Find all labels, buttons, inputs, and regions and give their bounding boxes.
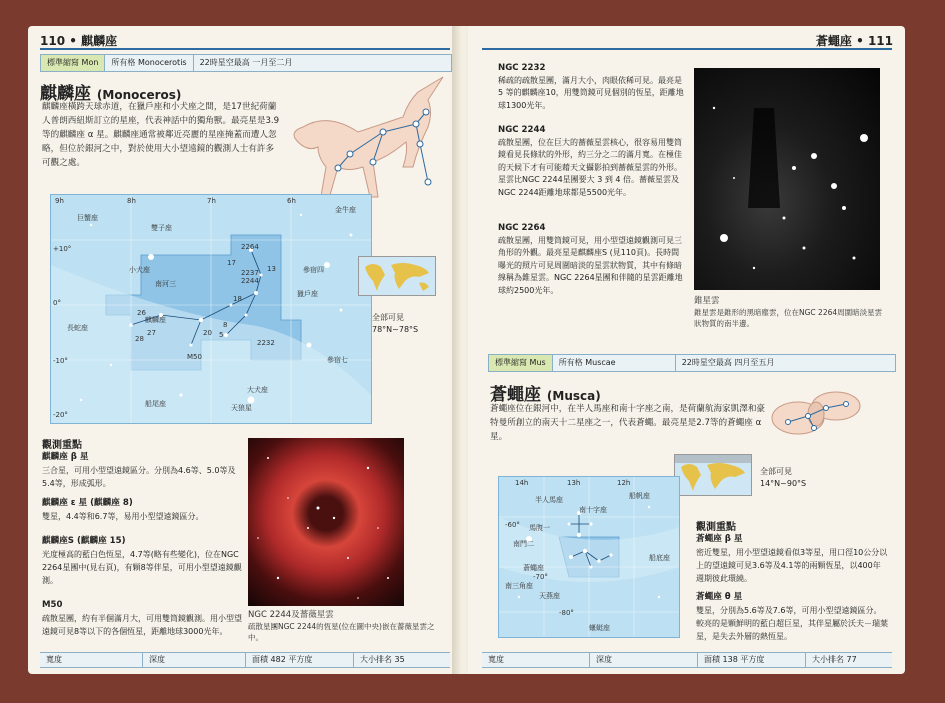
map-number: 20 [203, 329, 212, 337]
map-label: 船尾座 [145, 400, 166, 408]
fly-figure [768, 378, 864, 448]
observation-header: 觀測重點 [696, 522, 736, 533]
footer-depth: 深度 [143, 653, 246, 667]
map-number: 27 [147, 329, 156, 337]
ngc-text: 稀疏的疏散星團，滿月大小，肉眼依稀可見。最亮是 5 等的麒麟座10，用雙筒鏡可見個別的恆星，距離地球1300光年。 [498, 75, 684, 110]
footer-area: 面積 138 平方度 [698, 653, 806, 667]
left-page-header: 110 • 麒麟座 [40, 34, 118, 48]
caption-text: 疏散星團NGC 2244的恆星(位在圖中央)嵌在薔薇星雲之中。 [248, 622, 435, 642]
ra-tick: 8h [127, 197, 136, 205]
map-label: 船底座 [649, 554, 670, 562]
dec-tick: 0° [53, 299, 61, 307]
right-infobar [488, 354, 896, 372]
footer-area: 面積 482 平方度 [246, 653, 354, 667]
map-number: 5 [219, 331, 224, 339]
rosette-stars [248, 438, 404, 606]
left-page [28, 26, 460, 674]
map-graphics [51, 195, 371, 423]
observation-item [696, 590, 888, 643]
dec-tick: -70° [533, 573, 548, 581]
map-label: 南河三 [155, 280, 176, 288]
ngc-text: 疏散星團，位在巨大的薔薇星雲核心，很容易用雙筒鏡看見長條狀的外形，約三分之二的滿月寬。在極佳的天候下才有可能藉天文攝影拍到薔薇星雲的外形。星雲比NGC 2244星團要大 3 到 4 倍。薔薇星雲及NGC 2244距離地球都是5500光年。 [498, 137, 682, 197]
cone-nebula-photo [694, 68, 880, 290]
map-number: 8 [223, 321, 228, 329]
ngc-entry [498, 222, 684, 297]
observation-item [696, 532, 888, 585]
visibility-range: 78°N~78°S [372, 325, 419, 334]
monoceros-star-map [50, 194, 372, 424]
visibility-label: 全部可見 [372, 313, 404, 322]
map-label: 參宿七 [327, 356, 348, 364]
map-label: 馬腹一 [529, 524, 550, 532]
left-infobar [40, 54, 452, 72]
ra-tick: 12h [617, 479, 631, 487]
map-label: 巨蟹座 [77, 214, 98, 222]
title-text: 蒼蠅座 [490, 385, 541, 405]
object-name: 麒麟座 ε 星 (麒麟座 8) [42, 498, 133, 508]
ngc-entry [498, 62, 684, 112]
map-label: 大犬座 [247, 386, 268, 394]
musca-star-map [498, 476, 680, 638]
visibility-world-map [674, 454, 752, 496]
title-text: 麒麟座 [40, 84, 91, 104]
visibility-info [372, 312, 418, 336]
footer-rank: 大小排名 35 [360, 655, 405, 664]
map-label: 南門二 [513, 540, 534, 548]
object-name: 麒麟座 β 星 [42, 452, 89, 462]
footer-rank: 大小排名 77 [812, 655, 857, 664]
object-text: 光度極高的藍白色恆星，4.7等(略有些變化)，位在NGC 2264星團中(見右頁)，有顆8等伴星，可用小型望遠鏡觀測。 [42, 550, 242, 585]
ra-tick: 13h [567, 479, 581, 487]
world-map-graphic [359, 257, 435, 295]
dec-tick: +10° [53, 245, 72, 253]
right-page [468, 26, 905, 674]
caption-title: 錐星雲 [694, 296, 720, 306]
ra-tick: 7h [207, 197, 216, 205]
title-latin: (Musca) [546, 389, 601, 403]
map-label: 獵戶座 [297, 290, 318, 298]
footer-width: 寬度 [482, 653, 590, 667]
object-text: 雙星，分別為5.6等及7.6等，可用小型望遠鏡區分。較亮的是顆鮮明的藍白超巨星，其伴星屬於沃夫－瑞葉星，是失去外層的熱恆星。 [696, 606, 888, 641]
genitive-cell: 所有格 Muscae [553, 355, 676, 371]
intro-text: 麒麟座橫跨天球赤道，在獵戶座和小犬座之間，是17世紀荷蘭人普朗西紐斯訂立的星座，代表神話中的獨角獸。最亮星是3.9等的麒麟座 α 星。麒麟座通常被鄰近亮麗的星座掩蓋而遭人忽略，但位於銀河之中，對於使用大小望遠鏡的觀測人士有許多可觀之處。 [42, 102, 280, 168]
observation-item [42, 598, 242, 638]
map-label: 蝘蜓座 [589, 624, 610, 632]
dec-tick: -60° [505, 521, 520, 529]
ngc-name: NGC 2264 [498, 223, 546, 233]
map-label: 天燕座 [539, 592, 560, 600]
ngc-name: NGC 2232 [498, 63, 546, 73]
title-latin: (Monoceros) [96, 88, 182, 102]
left-footer [40, 652, 450, 668]
object-text: 疏散星團，約有半個滿月大，可用雙筒鏡觀測。用小型望遠鏡可見8等以下的各個恆星，距離地球3000光年。 [42, 614, 242, 636]
cone-caption [694, 296, 884, 329]
map-label: 麒麟座 [145, 316, 166, 324]
visibility-world-map [358, 256, 436, 296]
caption-text: 錐星雲是錐形的黑暗塵雲，位在NGC 2264周圍暗淡星雲狀物質的南半邊。 [694, 308, 883, 328]
right-footer [482, 652, 892, 668]
map-label: 雙子座 [151, 224, 172, 232]
map-label: 蒼蠅座 [523, 564, 544, 572]
object-name: M50 [42, 600, 63, 610]
ngc-text: 疏散星團，用雙筒鏡可見，用小型望遠鏡觀測可見三角形的外觀。最亮星是麒麟座S (見110頁)。長時間曝光的照片可見周圍暗淡的星雲狀物質，其中有條暗線稱為錐星雲。NGC 2264星團和伴隨的星雲距離地球約2500光年。 [498, 235, 683, 295]
observation-header: 觀測重點 [42, 440, 82, 451]
cone-stars [694, 68, 880, 290]
map-number: 28 [135, 335, 144, 343]
observation-item [42, 450, 242, 490]
ra-tick: 9h [55, 197, 64, 205]
best-time-cell: 22時星空最高 四月至五月 [681, 358, 775, 367]
observation-item [42, 534, 242, 587]
map-label: 參宿四 [303, 266, 324, 274]
ra-tick: 6h [287, 197, 296, 205]
intro-text: 蒼蠅座位在銀河中，在半人馬座和南十字座之南，是荷蘭航海家凱澤和豪特曼所創立的南天十二星座之一，代表蒼蠅。最亮星是2.7等的蒼蠅座 α 星。 [490, 404, 766, 442]
dec-tick: -20° [53, 411, 68, 419]
ngc-entry [498, 124, 684, 199]
map-label: 南十字座 [579, 506, 607, 514]
header-rule [40, 48, 450, 50]
map-label: M50 [187, 353, 202, 361]
rosette-caption [248, 610, 438, 643]
map-label: 長蛇座 [67, 324, 88, 332]
map-number: 17 [227, 259, 236, 267]
footer-width: 寬度 [40, 653, 143, 667]
map-label: 金牛座 [335, 206, 356, 214]
map-label: 船帆座 [629, 492, 650, 500]
observation-item [42, 496, 242, 523]
best-time-cell: 22時星空最高 一月至二月 [199, 58, 293, 67]
map-label: 小犬座 [129, 266, 150, 274]
visibility-range: 14°N~90°S [760, 479, 807, 488]
map-label: 南三角座 [505, 582, 533, 590]
footer-depth: 深度 [590, 653, 698, 667]
abbr-cell: 標準縮寫 Mon [41, 55, 105, 71]
map-number: 26 [137, 309, 146, 317]
ra-tick: 14h [515, 479, 529, 487]
map-label: 天狼星 [231, 404, 252, 412]
object-text: 密近雙星，用小型望遠鏡看似3等星，用口徑10公分以上的望遠鏡可見3.6等及4.1等的兩顆恆星，以400年週期彼此環繞。 [696, 548, 888, 583]
right-page-header: 蒼蠅座 • 111 [815, 34, 893, 48]
map-number: 2237 [241, 269, 259, 277]
genitive-cell: 所有格 Monocerotis [105, 55, 193, 71]
ngc-name: NGC 2244 [498, 125, 546, 135]
object-text: 雙星，4.4等和6.7等，易用小型望遠鏡區分。 [42, 512, 204, 521]
map-number: 2232 [257, 339, 275, 347]
map-number: 2264 [241, 243, 259, 251]
dec-tick: -10° [53, 357, 68, 365]
object-name: 蒼蠅座 β 星 [696, 534, 743, 544]
visibility-label: 全部可見 [760, 467, 792, 476]
map-label: 半人馬座 [535, 496, 563, 504]
object-name: 蒼蠅座 θ 星 [696, 592, 743, 602]
map-number: 13 [267, 265, 276, 273]
object-name: 麒麟座S (麒麟座 15) [42, 536, 126, 546]
dec-tick: -80° [559, 609, 574, 617]
abbr-cell: 標準縮寫 Mus [489, 355, 553, 371]
map-number: 2244 [241, 277, 259, 285]
world-map-graphic [675, 455, 751, 495]
visibility-info [760, 466, 806, 490]
header-rule [482, 48, 892, 50]
rosette-nebula-photo [248, 438, 404, 606]
map-number: 18 [233, 295, 242, 303]
object-text: 三合星，可用小型望遠鏡區分。分別為4.6等、5.0等及5.4等，形成弧形。 [42, 466, 236, 488]
caption-title: NGC 2244及薔薇星雲 [248, 610, 334, 620]
